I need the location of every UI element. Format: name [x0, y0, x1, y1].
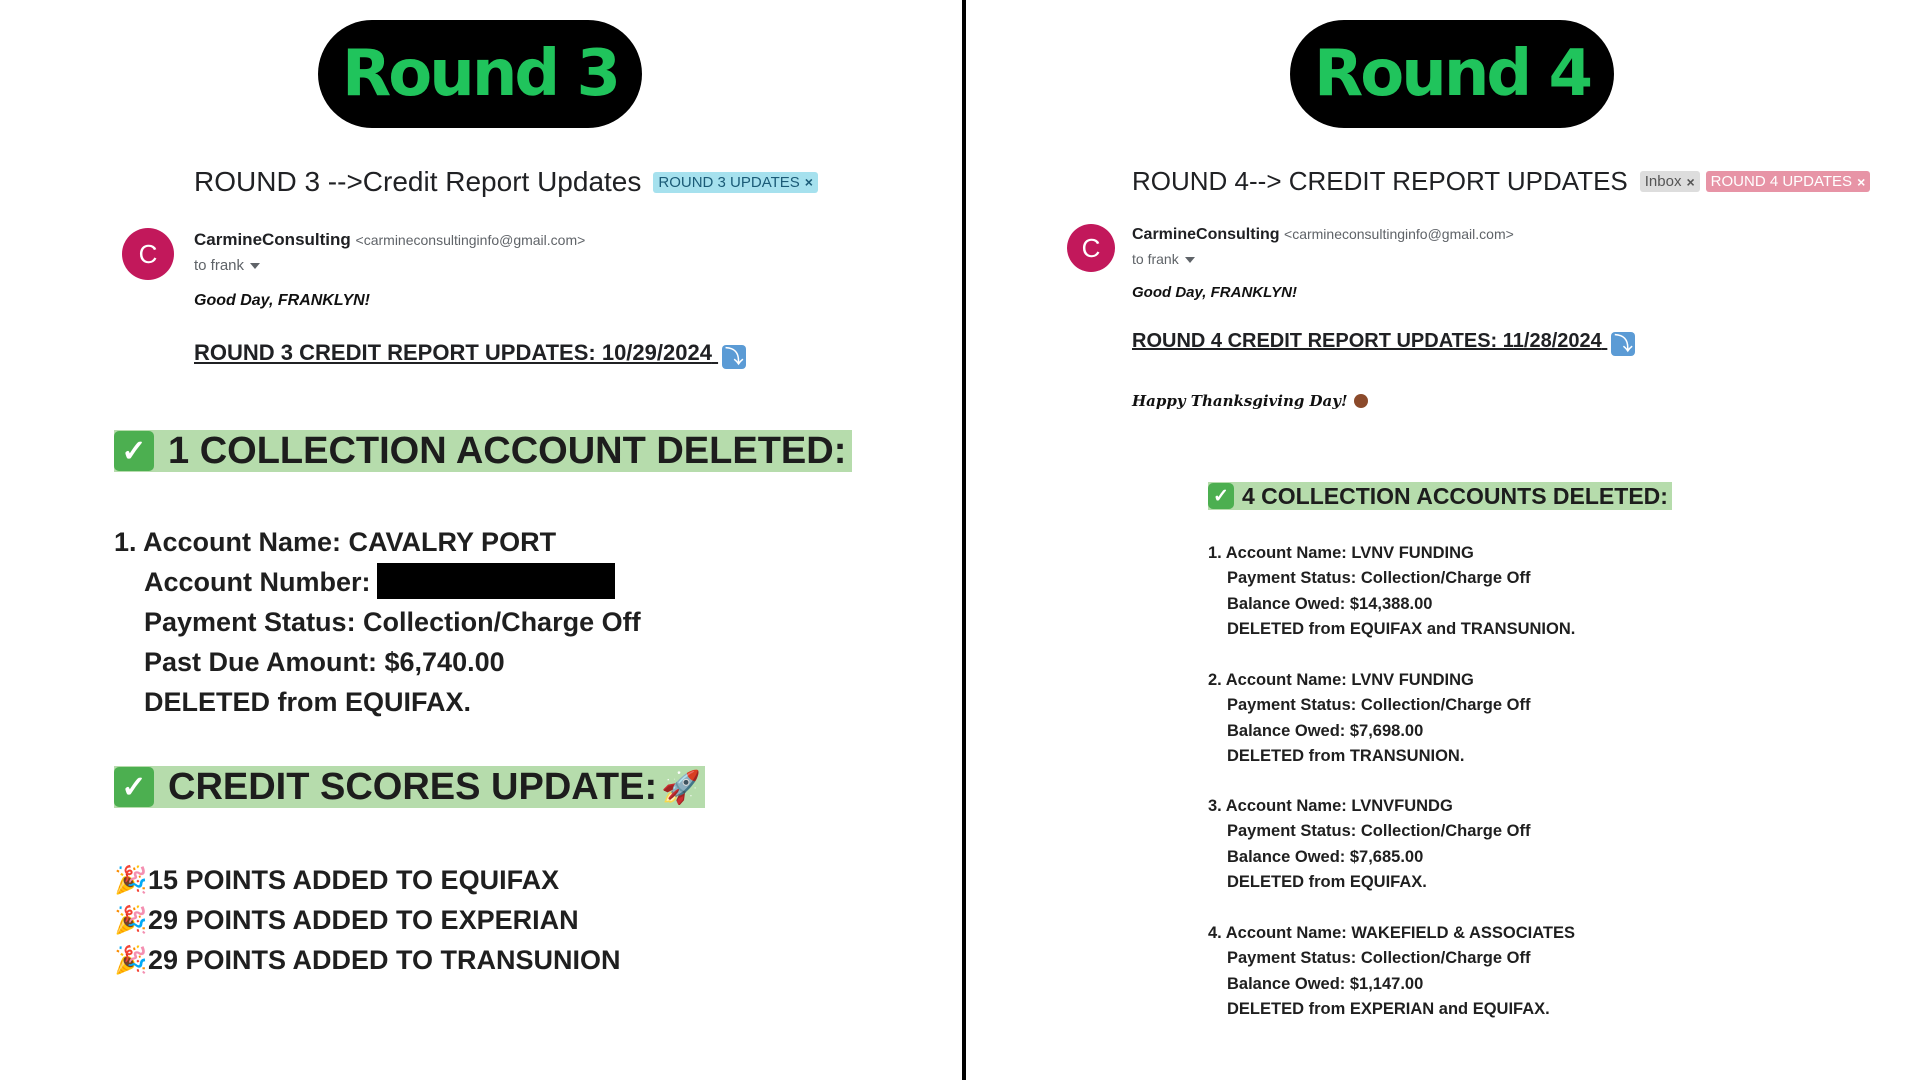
turkey-icon	[1354, 394, 1368, 408]
round4-account-3	[1208, 794, 1530, 896]
deleted-from: DELETED from EQUIFAX.	[1227, 873, 1427, 892]
inbox-tag-label: Inbox	[1644, 173, 1682, 190]
round4-heading	[1132, 330, 1635, 356]
update-arrow-icon: ⤵	[722, 345, 746, 369]
round3-subject	[194, 166, 818, 198]
round4-account-1	[1208, 541, 1575, 643]
round3-title-pill	[318, 20, 642, 128]
round3-heading-text: ROUND 3 CREDIT REPORT UPDATES: 10/29/2024	[194, 340, 712, 365]
party-icon: 🎉	[114, 905, 148, 935]
avatar[interactable]	[122, 228, 174, 280]
round4-title: Round 4	[1314, 37, 1590, 111]
round3-account	[114, 522, 641, 722]
party-icon: 🎉	[114, 865, 148, 895]
round4-thanks	[1132, 392, 1368, 410]
balance-owed: Balance Owed: $1,147.00	[1227, 974, 1424, 993]
panel-divider	[962, 0, 966, 1080]
rocket-icon: 🚀	[661, 769, 701, 805]
round4-section-deleted	[1208, 482, 1672, 510]
avatar-letter: C	[138, 238, 158, 269]
inbox-tag[interactable]	[1640, 171, 1700, 192]
deleted-from: DELETED from TRANSUNION.	[1227, 747, 1465, 766]
payment-status: Payment Status: Collection/Charge Off	[1227, 949, 1531, 968]
check-icon: ✓	[1208, 483, 1234, 509]
avatar[interactable]	[1067, 224, 1115, 272]
avatar-letter: C	[1081, 232, 1101, 263]
account-name: 1. Account Name: LVNV FUNDING	[1208, 544, 1474, 562]
sender-email: <carmineconsultinginfo@gmail.com>	[355, 232, 586, 248]
payment-status: Payment Status: Collection/Charge Off	[1227, 696, 1531, 715]
points-item	[114, 900, 621, 940]
balance-owed: Balance Owed: $7,685.00	[1227, 847, 1424, 866]
points-item	[114, 860, 621, 900]
round3-sender	[194, 230, 585, 250]
sender-name: CarmineConsulting	[1132, 226, 1280, 243]
thanks-text: Happy Thanksgiving Day!	[1132, 392, 1348, 410]
sender-email: <carmineconsultinginfo@gmail.com>	[1284, 226, 1514, 242]
points-text: 29 POINTS ADDED TO EXPERIAN	[148, 905, 579, 935]
chevron-down-icon[interactable]	[1185, 257, 1195, 263]
round4-sender	[1132, 226, 1514, 244]
round3-title: Round 3	[342, 37, 618, 111]
round4-section-title: 4 COLLECTION ACCOUNTS DELETED:	[1242, 482, 1668, 509]
round4-heading-text: ROUND 4 CREDIT REPORT UPDATES: 11/28/2024	[1132, 330, 1602, 352]
account-name: 1. Account Name: CAVALRY PORT	[114, 527, 557, 557]
payment-status: Payment Status: Collection/Charge Off	[1227, 822, 1531, 841]
account-name: 4. Account Name: WAKEFIELD & ASSOCIATES	[1208, 924, 1576, 942]
recipient-label: to frank	[194, 257, 245, 274]
recipient-label: to frank	[1132, 251, 1179, 267]
round3-greeting: Good Day, FRANKLYN!	[194, 292, 370, 309]
round4-recipient[interactable]	[1132, 251, 1195, 267]
payment-status: Payment Status: Collection/Charge Off	[144, 607, 641, 637]
redacted-account-number	[377, 563, 615, 599]
payment-status: Payment Status: Collection/Charge Off	[1227, 569, 1531, 588]
party-icon: 🎉	[114, 945, 148, 975]
balance-owed: Balance Owed: $14,388.00	[1227, 594, 1433, 613]
deleted-from: DELETED from EQUIFAX.	[144, 687, 472, 717]
round4-greeting: Good Day, FRANKLYN!	[1132, 284, 1297, 301]
account-number-label: Account Number:	[144, 567, 371, 597]
round4-subject-text: ROUND 4--> CREDIT REPORT UPDATES	[1132, 166, 1628, 196]
round4-account-4	[1208, 921, 1575, 1023]
round3-section-deleted	[114, 430, 852, 472]
deleted-from: DELETED from EQUIFAX and TRANSUNION.	[1227, 620, 1576, 639]
round3-section-deleted-title: 1 COLLECTION ACCOUNT DELETED:	[168, 429, 847, 472]
sender-name: CarmineConsulting	[194, 230, 351, 249]
balance-owed: Balance Owed: $7,698.00	[1227, 721, 1424, 740]
round4-title-pill	[1290, 20, 1614, 128]
deleted-from: DELETED from EXPERIAN and EQUIFAX.	[1227, 1000, 1550, 1019]
round3-heading	[194, 340, 746, 369]
round4-updates-tag-label: ROUND 4 UPDATES	[1710, 173, 1853, 190]
round3-subject-text: ROUND 3 -->Credit Report Updates	[194, 166, 642, 197]
account-number-row	[114, 562, 641, 602]
round4-subject	[1132, 166, 1870, 197]
round3-points-list	[114, 860, 621, 980]
chevron-down-icon[interactable]	[250, 263, 260, 269]
account-name: 3. Account Name: LVNVFUNDG	[1208, 797, 1453, 815]
round3-updates-tag[interactable]	[653, 172, 818, 193]
points-text: 15 POINTS ADDED TO EQUIFAX	[148, 865, 560, 895]
account-name: 2. Account Name: LVNV FUNDING	[1208, 671, 1474, 689]
round4-account-2	[1208, 668, 1530, 770]
round3-section-scores-title: CREDIT SCORES UPDATE:	[168, 765, 658, 808]
check-icon: ✓	[114, 431, 154, 471]
check-icon: ✓	[114, 767, 154, 807]
round3-updates-tag-label: ROUND 3 UPDATES	[658, 173, 800, 191]
update-arrow-icon: ⤵	[1611, 332, 1635, 356]
close-icon[interactable]: ×	[1857, 173, 1866, 190]
points-item	[114, 940, 621, 980]
close-icon[interactable]: ×	[1686, 173, 1695, 190]
points-text: 29 POINTS ADDED TO TRANSUNION	[148, 945, 621, 975]
round3-section-scores	[114, 766, 705, 808]
past-due-amount: Past Due Amount: $6,740.00	[144, 647, 505, 677]
round4-updates-tag[interactable]	[1706, 171, 1871, 192]
close-icon[interactable]: ×	[804, 174, 813, 190]
round3-recipient[interactable]	[194, 257, 260, 274]
